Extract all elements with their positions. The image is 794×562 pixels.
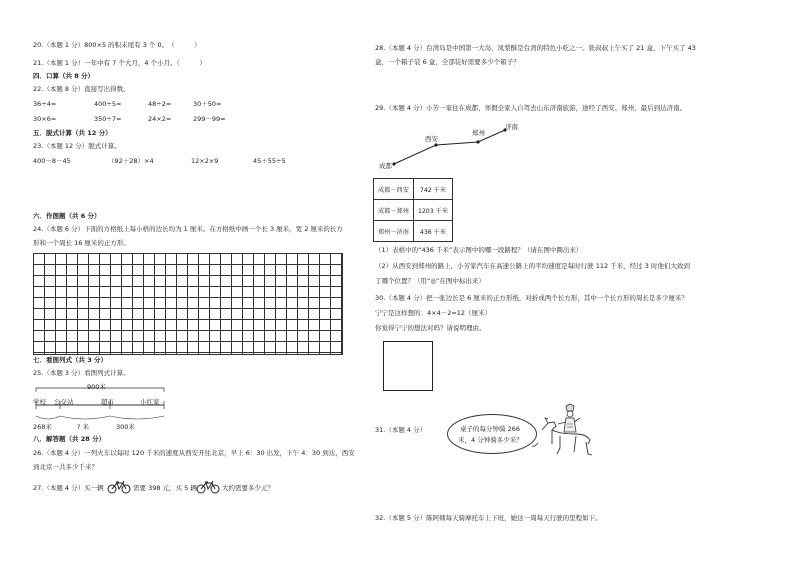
question-27-part3: 大约需要多少元？ xyxy=(222,484,274,492)
diagram-distance-3: 300米 xyxy=(116,423,135,431)
oral-item: 400÷5= xyxy=(94,100,122,108)
question-23: 23.（本题 12 分）脱式计算。 xyxy=(33,142,121,150)
question-29-part2-line2: 了哪个位置？（用“◎”在图中标出来） xyxy=(375,277,485,285)
question-30-thought: 宁宁是这样想的：4×4－2=12（厘米） xyxy=(375,309,492,317)
diagram-home-label: 小红家 xyxy=(140,398,160,406)
diagram-distance-2: ? 米 xyxy=(77,423,90,431)
speech-bubble xyxy=(447,414,537,454)
question-29-part1: （1）表格中的“436 千米”表示图中的哪一段路程？（请在图中圈出来） xyxy=(375,246,583,254)
table-row xyxy=(374,179,453,200)
city-zhengzhou-label: 郑州 xyxy=(472,129,485,137)
oral-item: 299－99= xyxy=(193,115,226,123)
distance-cell: 742 千米 xyxy=(413,179,452,200)
distance-cell: 436 千米 xyxy=(413,221,452,242)
bicycle-icon xyxy=(107,480,131,494)
question-28-line1: 28.（本题 4 分）台湾岛是中国第一大岛，凤梨酥是台湾的特色小吃之一。张叔叔上午买了 21 盒，下午买了 43 xyxy=(375,44,696,52)
question-26-line1: 26.（本题 4 分）一列火车以每时 120 千米的速度从西安开往北京，早上 6：30 出发，下午 4：30 到达，西安 xyxy=(33,449,355,457)
table-row xyxy=(374,221,453,242)
city-xian-label: 西安 xyxy=(425,135,438,143)
question-32: 32.（本题 5 分）陈阿姨每天骑摩托车上下班，她这一周每天行驶的里程如下。 xyxy=(375,514,602,522)
question-24-line1: 24.（本题 6 分）下面的方格纸上每小格的边长均为 1 厘米。在方格纸中画一个长 3 厘米，宽 2 厘米的长方 xyxy=(33,225,343,233)
calc-item: 12×2×9 xyxy=(191,157,219,165)
oral-item: 30×6= xyxy=(33,115,57,123)
bicycle-icon xyxy=(196,480,220,494)
route-cell: 成都－郑州 xyxy=(374,200,414,221)
question-27-part2: 需要 398 元，买 5 辆 xyxy=(133,484,197,492)
city-chengdu-label: 成都 xyxy=(379,162,392,170)
square-paper-figure xyxy=(383,341,433,391)
diagram-school-label: 学校 xyxy=(33,398,46,406)
question-30: 30.（本题 4 分）把一张边长是 6 厘米的正方形纸，对折成两个长方形，其中一个长方形的周长是多少厘米？ xyxy=(375,294,688,302)
horse-rider-illustration xyxy=(530,400,600,462)
question-27-part1: 27.（本题 4 分）买一辆 xyxy=(33,484,104,492)
oral-item: 24×2= xyxy=(148,115,172,123)
section-calc: 五．脱式计算（共 12 分） xyxy=(33,129,112,137)
diagram-supermarket-label: 超市 xyxy=(101,398,114,406)
calc-item: （92＋28）×4 xyxy=(108,157,154,165)
bubble-text-line2: 米，4 分钟骑多少米？ xyxy=(458,436,523,444)
question-31: 31.（本题 4 分） xyxy=(375,426,427,434)
route-cell: 成都－西安 xyxy=(374,179,414,200)
diagram-bus-stop-label: 公交站 xyxy=(54,398,74,406)
distance-table xyxy=(373,178,453,242)
question-21: 21.（本题 1 分）一年中有 7 个大月，4 个小月。（ ） xyxy=(33,59,206,67)
section-picture-formula: 七．看图列式（共 3 分） xyxy=(33,356,108,364)
question-22: 22.（本题 8 分）直接写出得数。 xyxy=(33,85,130,93)
question-25: 25.（本题 3 分）看图列式计算。 xyxy=(33,369,130,377)
section-drawing: 六．作图题（共 6 分） xyxy=(33,212,101,220)
oral-item: 36÷4= xyxy=(33,100,57,108)
diagram-total-label: 900米 xyxy=(87,383,106,391)
question-24-line2: 形和一个周长 16 厘米的正方形。 xyxy=(33,239,130,247)
question-20: 20.（本题 1 分）800×5 的积末尾有 3 个 0。 （ ） xyxy=(33,41,201,49)
section-solve: 八．解答题（共 28 分） xyxy=(33,435,106,443)
question-30-prompt: 你觉得宁宁的想法对吗？请说明理由。 xyxy=(375,324,486,332)
route-cell: 郑州－济南 xyxy=(374,221,414,242)
distance-cell: 1203 千米 xyxy=(413,200,452,221)
question-28-line2: 盒，一个箱子装 6 盒，全部装好需要多少个箱子？ xyxy=(375,58,520,66)
oral-item: 48÷2= xyxy=(148,100,172,108)
city-jinan-label: 济南 xyxy=(505,123,518,131)
oral-item: 350÷7= xyxy=(94,115,122,123)
square-grid-paper[interactable] xyxy=(33,253,343,355)
calc-item: 45＋55÷5 xyxy=(253,157,286,165)
question-26-line2: 到北京一共多少千米？ xyxy=(33,463,98,471)
diagram-distance-1: 268米 xyxy=(33,423,52,431)
question-29-part2-line1: （2）从西安到郑州的路上，小芳家汽车在高速公路上的平均速度是每时行驶 112 千米，经过 3 时他们大致到 xyxy=(375,262,690,270)
bubble-text-line1: 桌子的每分钟骑 266 xyxy=(460,425,520,433)
section-oral: 四．口算（共 8 分） xyxy=(33,72,95,80)
calc-item: 400－8－45 xyxy=(33,157,71,165)
oral-item: 30＋50= xyxy=(193,100,222,108)
question-29: 29.（本题 4 分）小芳一家住在成都，寒假全家人自驾去山东济南旅游，途经了西安、郑州，最后到达济南。 xyxy=(375,104,687,112)
table-row xyxy=(374,200,453,221)
